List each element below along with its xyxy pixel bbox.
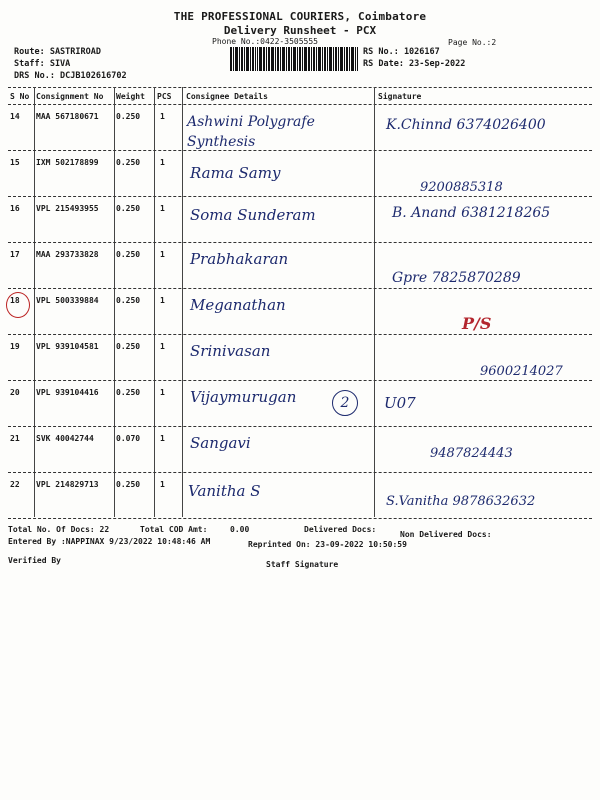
total-cod-label: Total COD Amt: [140, 525, 208, 534]
row-pcs: 1 [160, 342, 165, 351]
row-weight: 0.250 [116, 480, 141, 489]
document-title: Delivery Runsheet - PCX [223, 24, 377, 37]
row-sno: 15 [10, 158, 20, 167]
row-weight: 0.250 [116, 296, 141, 305]
company-title: THE PROFESSIONAL COURIERS, Coimbatore [173, 10, 427, 23]
row-consignee-handwritten: Meganathan [190, 296, 286, 314]
table-row [0, 472, 600, 518]
row-consignment: MAA 567180671 [36, 112, 99, 121]
row-consignee-handwritten: Sangavi [190, 434, 251, 452]
entered-by: Entered By :NAPPINAX 9/23/2022 10:48:46 AM [8, 537, 211, 546]
table-top-rule [8, 87, 592, 88]
staff-signature-label: Staff Signature [266, 560, 339, 569]
row-signature-handwritten: 9600214027 [480, 364, 563, 379]
row-consignment: VPL 939104581 [36, 342, 99, 351]
total-cod-value: 0.00 [230, 525, 250, 534]
row-weight: 0.250 [116, 342, 141, 351]
row-consignee-handwritten: Ashwini Polygrafe Synthesis [187, 114, 315, 150]
circled-number-annotation: 2 [332, 390, 358, 416]
row-signature-handwritten: B. Anand 6381218265 [392, 205, 551, 221]
barcode-image [230, 47, 358, 71]
non-delivered-docs: Non Delivered Docs: [400, 530, 492, 539]
table-row [0, 104, 600, 150]
row-sno: 16 [10, 204, 20, 213]
table-row [0, 426, 600, 472]
row-sno: 22 [10, 480, 20, 489]
page-number: Page No.:2 [448, 38, 497, 47]
row-consignment: VPL 215493955 [36, 204, 99, 213]
drs-number: DRS No.: DCJB102616702 [14, 71, 127, 81]
row-weight: 0.250 [116, 158, 141, 167]
column-header-pcs: PCS [157, 92, 172, 101]
row-consignee-handwritten: Soma Sunderam [190, 206, 316, 224]
table-row [0, 334, 600, 380]
row-consignment: SVK 40042744 [36, 434, 94, 443]
phone-number: Phone No.:0422-3505555 [212, 37, 318, 46]
route-label: Route: SASTRIROAD [14, 47, 101, 57]
row-consignment: VPL 939104416 [36, 388, 99, 397]
row-consignee-handwritten: Vijaymurugan [190, 388, 297, 406]
row-signature-handwritten: 9487824443 [430, 446, 513, 461]
row-pcs: 1 [160, 434, 165, 443]
row-consignee-handwritten: Prabhakaran [190, 250, 289, 268]
row-pcs: 1 [160, 296, 165, 305]
row-consignment: MAA 293733828 [36, 250, 99, 259]
delivered-docs: Delivered Docs: [304, 525, 377, 534]
total-docs: Total No. Of Docs: 22 [8, 525, 110, 534]
row-sno: 19 [10, 342, 20, 351]
row-consignee-handwritten: Rama Samy [190, 164, 281, 182]
verified-by: Verified By [8, 556, 61, 565]
row-signature-handwritten: U07 [384, 394, 416, 412]
staff-label: Staff: SIVA [14, 59, 71, 69]
row-weight: 0.250 [116, 204, 141, 213]
table-row [0, 196, 600, 242]
row-pcs: 1 [160, 480, 165, 489]
row-consignment: VPL 214829713 [36, 480, 99, 489]
rs-number: RS No.: 1026167 [363, 47, 440, 57]
row-signature-handwritten: 9200885318 [420, 180, 503, 195]
row-consignment: VPL 500339884 [36, 296, 99, 305]
row-pcs: 1 [160, 158, 165, 167]
row-sno: 21 [10, 434, 20, 443]
table-row [0, 380, 600, 426]
table-row [0, 242, 600, 288]
table-row [0, 288, 600, 334]
column-header-signature: Signature [378, 92, 422, 101]
column-header-consignee: Consignee Details [186, 92, 268, 101]
row-consignment: IXM 502178899 [36, 158, 99, 167]
row-pcs: 1 [160, 112, 165, 121]
row-sno: 18 [10, 296, 20, 305]
row-pcs: 1 [160, 204, 165, 213]
row-weight: 0.070 [116, 434, 141, 443]
row-weight: 0.250 [116, 112, 141, 121]
row-sno: 17 [10, 250, 20, 259]
row-consignee-handwritten: Srinivasan [190, 342, 271, 360]
row-consignee-handwritten: Vanitha S [188, 482, 261, 500]
column-header-consignment: Consignment No [36, 92, 104, 101]
rs-date: RS Date: 23-Sep-2022 [363, 59, 466, 69]
column-header-weight: Weight [116, 92, 145, 101]
reprinted-on: Reprinted On: 23-09-2022 10:50:59 [248, 540, 407, 549]
row-signature-handwritten: Gpre 7825870289 [392, 270, 521, 286]
row-sno: 20 [10, 388, 20, 397]
table-bottom-rule [8, 518, 592, 519]
row-weight: 0.250 [116, 250, 141, 259]
row-signature-handwritten: S.Vanitha 9878632632 [386, 494, 536, 509]
row-signature-handwritten: P/S [462, 314, 492, 333]
row-weight: 0.250 [116, 388, 141, 397]
row-pcs: 1 [160, 250, 165, 259]
table-row [0, 150, 600, 196]
column-header-sno: S No [10, 92, 30, 101]
row-sno: 14 [10, 112, 20, 121]
row-signature-handwritten: K.Chinnd 6374026400 [386, 117, 546, 133]
row-pcs: 1 [160, 388, 165, 397]
